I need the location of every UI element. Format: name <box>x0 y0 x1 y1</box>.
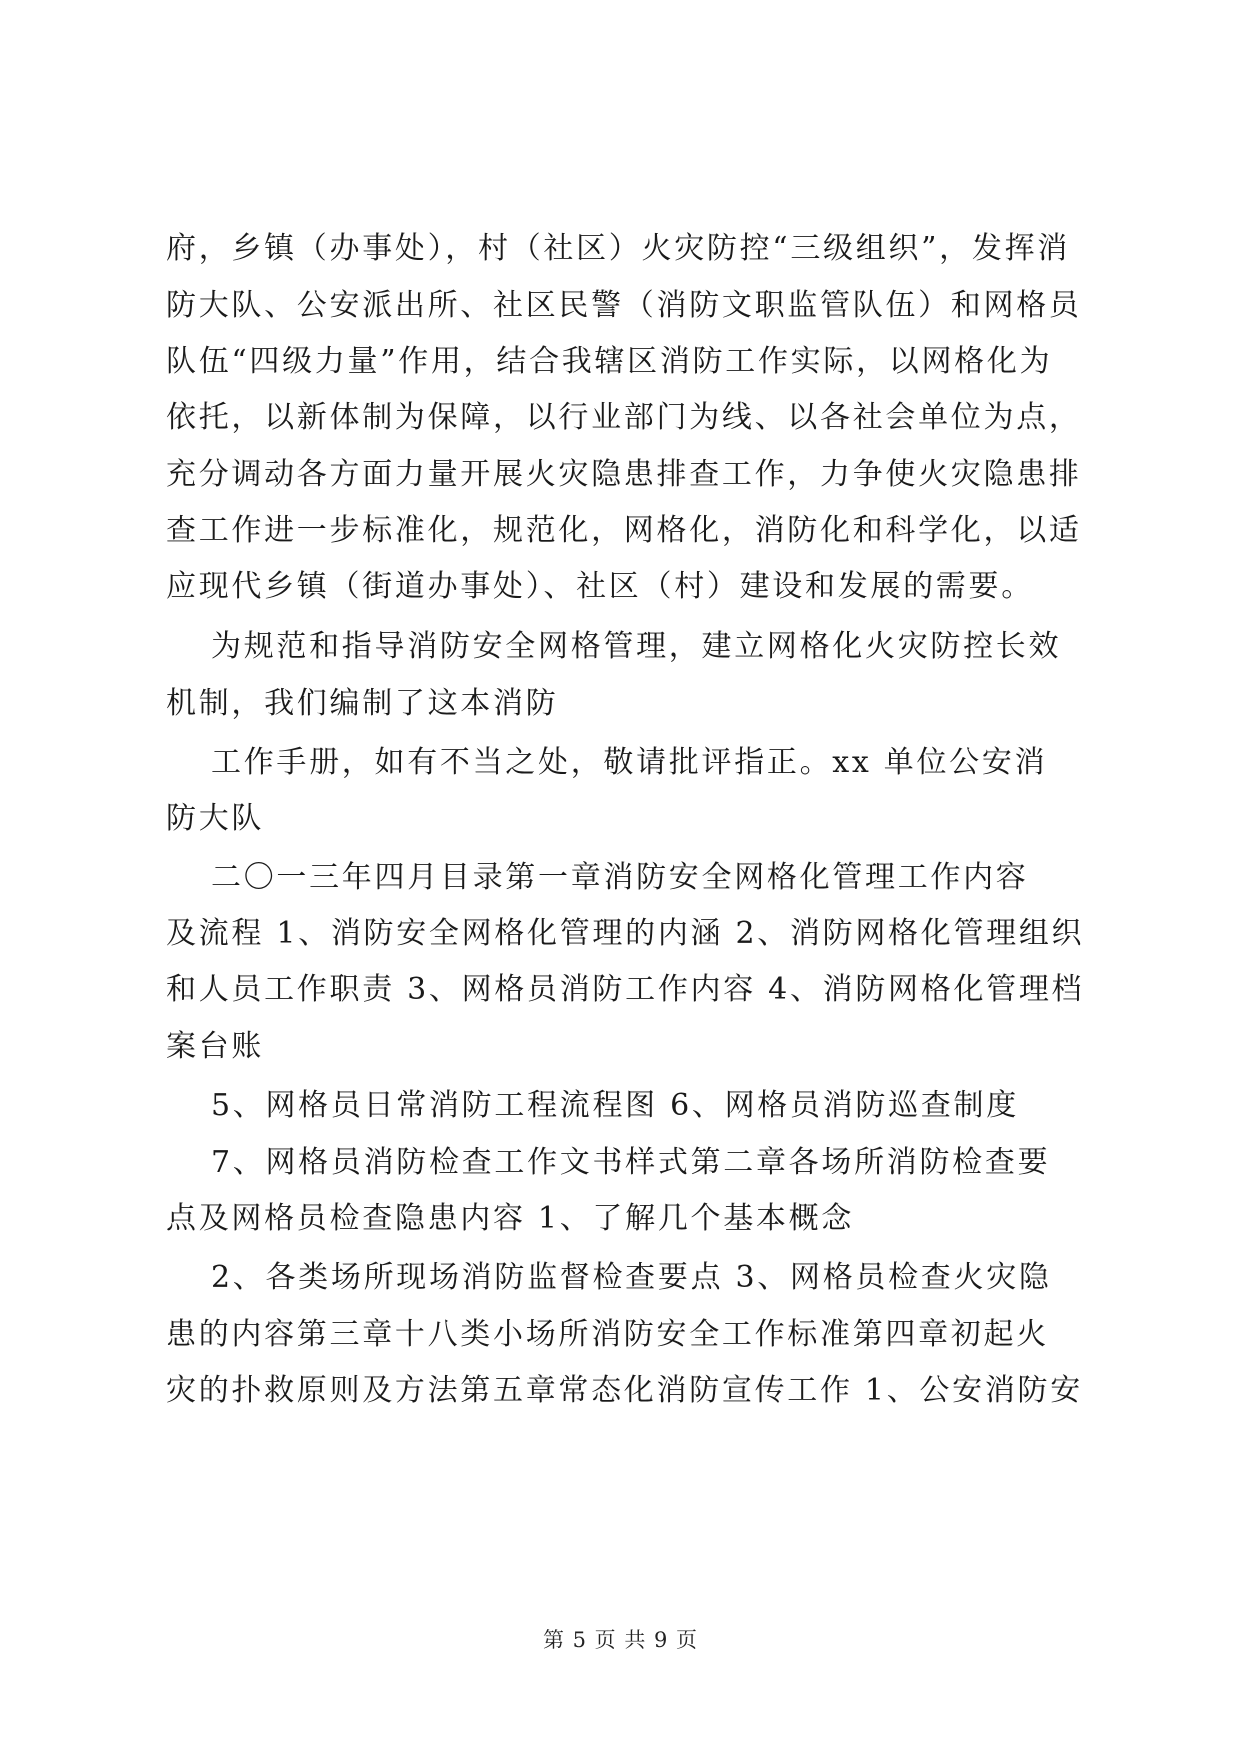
text-line: 工作手册，如有不当之处，敬请批评指正。xx 单位公安消 <box>211 745 1048 780</box>
text-line: 及流程 1、消防安全网格化管理的内涵 2、消防网格化管理组织 <box>166 916 1085 951</box>
text-line: 2、各类场所现场消防监督检查要点 3、网格员检查火灾隐 <box>211 1260 1052 1295</box>
text-line: 查工作进一步标准化，规范化，网格化，消防化和科学化，以适 <box>166 513 1082 548</box>
text-line: 灾的扑救原则及方法第五章常态化消防宣传工作 1、公安消防安 <box>166 1373 1083 1408</box>
page-footer: 第 5 页 共 9 页 <box>542 1628 699 1652</box>
text-line: 为规范和指导消防安全网格管理，建立网格化火灾防控长效 <box>211 629 1062 664</box>
text-line: 防大队 <box>166 801 265 836</box>
text-line: 5、网格员日常消防工程流程图 6、网格员消防巡查制度 <box>211 1088 1019 1123</box>
text-line: 7、网格员消防检查工作文书样式第二章各场所消防检查要 <box>211 1145 1051 1180</box>
text-line: 依托，以新体制为保障，以行业部门为线、以各社会单位为点， <box>166 400 1082 435</box>
text-line: 患的内容第三章十八类小场所消防安全工作标准第四章初起火 <box>166 1317 1049 1352</box>
text-line: 充分调动各方面力量开展火灾隐患排查工作，力争使火灾隐患排 <box>166 457 1082 492</box>
text-line: 机制，我们编制了这本消防 <box>166 686 559 721</box>
text-line: 点及网格员检查隐患内容 1、了解几个基本概念 <box>166 1201 855 1236</box>
text-line: 案台账 <box>166 1029 265 1064</box>
text-line: 队伍“四级力量”作用，结合我辖区消防工作实际，以网格化为 <box>166 344 1053 379</box>
text-line: 府，乡镇（办事处），村（社区）火灾防控“三级组织”，发挥消 <box>166 231 1070 266</box>
text-line: 二〇一三年四月目录第一章消防安全网格化管理工作内容 <box>211 860 1029 895</box>
text-line: 和人员工作职责 3、网格员消防工作内容 4、消防网格化管理档 <box>166 972 1085 1007</box>
text-line: 防大队、公安派出所、社区民警（消防文职监管队伍）和网格员 <box>166 288 1082 323</box>
text-line: 应现代乡镇（街道办事处）、社区（村）建设和发展的需要。 <box>166 569 1034 604</box>
